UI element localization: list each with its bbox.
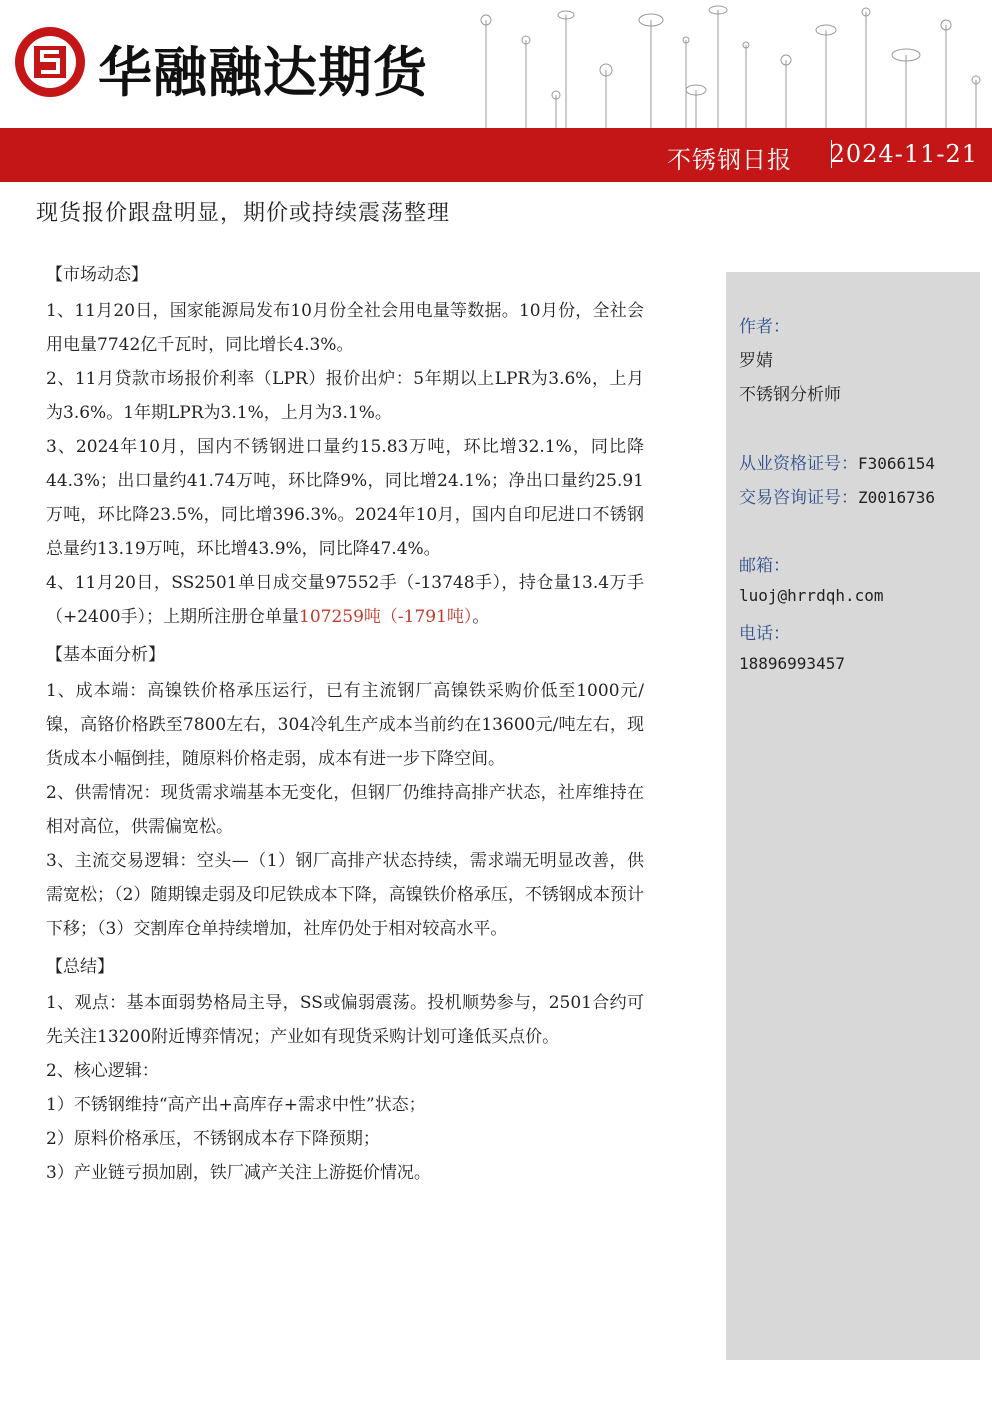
report-banner — [0, 128, 992, 182]
consult-row — [739, 483, 935, 508]
summary-paragraph-1: 1、观点：基本面弱势格局主导，SS或偏弱震荡。投机顺势参与，2501合约可先关注13200附近博弈情况；产业如有现货采购计划可逢低买点价。 — [46, 993, 644, 1047]
qualification-label: 从业资格证号： — [739, 454, 858, 474]
phone-label: 电话： — [739, 624, 790, 644]
qualification-number: F3066154 — [858, 454, 936, 473]
market-paragraph-4 — [46, 566, 644, 634]
email-link[interactable]: luoj@hrrdqh.com — [739, 586, 884, 605]
author-label: 作者： — [739, 317, 790, 337]
report-headline: 现货报价跟盘明显，期价或持续震荡整理 — [36, 201, 451, 226]
section-title-summary: 【总结】 — [46, 957, 114, 977]
company-logo-icon — [12, 24, 88, 100]
page-header — [0, 0, 992, 128]
market-paragraph-1: 1、11月20日，国家能源局发布10月份全社会用电量等数据。10月份，全社会用电量7742亿千瓦时，同比增长4.3%。 — [46, 301, 644, 355]
report-date: 2024-11-21 — [829, 140, 978, 168]
section-title-market: 【市场动态】 — [46, 265, 148, 285]
market-p4-text: 4、11月20日，SS2501单日成交量97552手（-13748手），持仓量13.4万手（+2400手）；上期所注册仓单量 — [46, 573, 644, 627]
report-type: 不锈钢日报 — [667, 146, 792, 174]
summary-paragraph-4: 2）原料价格承压，不锈钢成本存下降预期； — [46, 1129, 380, 1149]
decorative-pattern — [456, 0, 992, 128]
author-title: 不锈钢分析师 — [739, 385, 841, 405]
author-sidebar — [726, 272, 980, 1360]
phone-number: 18896993457 — [739, 654, 845, 673]
consult-label: 交易咨询证号： — [739, 488, 858, 508]
summary-paragraph-5: 3）产业链亏损加剧，铁厂减产关注上游挺价情况。 — [46, 1163, 431, 1183]
warehouse-receipt-value: 107259吨（-1791吨） — [299, 607, 473, 627]
market-p4-end: 。 — [472, 607, 490, 627]
summary-paragraph-2: 2、核心逻辑： — [46, 1061, 159, 1081]
email-label: 邮箱： — [739, 556, 790, 576]
consult-number: Z0016736 — [858, 488, 936, 507]
brand-name: 华融融达期货 — [98, 41, 428, 104]
market-paragraph-2: 2、11月贷款市场报价利率（LPR）报价出炉：5年期以上LPR为3.6%，上月为3.6%。1年期LPR为3.1%，上月为3.1%。 — [46, 369, 644, 423]
fundamental-paragraph-2: 2、供需情况：现货需求端基本无变化，但钢厂仍维持高排产状态，社库维持在相对高位，供需偏宽松。 — [46, 783, 644, 837]
author-name: 罗婧 — [739, 351, 773, 371]
section-title-fundamental: 【基本面分析】 — [46, 645, 165, 665]
report-body — [46, 258, 644, 1190]
fundamental-paragraph-3: 3、主流交易逻辑：空头—（1）钢厂高排产状态持续，需求端无明显改善，供需宽松；（2）随期镍走弱及印尼铁成本下降，高镍铁价格承压，不锈钢成本预计下移；（3）交割库仓单持续增加，社库仍处于相对较高水平。 — [46, 851, 644, 939]
fundamental-paragraph-1: 1、成本端：高镍铁价格承压运行，已有主流钢厂高镍铁采购价低至1000元/镍，高铬价格跌至7800左右，304冷轧生产成本当前约在13600元/吨左右，现货成本小幅倒挂，随原料价格走弱，成本有进一步下降空间。 — [46, 681, 644, 769]
qualification-row — [739, 449, 935, 474]
summary-paragraph-3: 1）不锈钢维持“高产出+高库存+需求中性”状态； — [46, 1095, 426, 1115]
market-paragraph-3: 3、2024年10月，国内不锈钢进口量约15.83万吨，环比增32.1%，同比降44.3%；出口量约41.74万吨，环比降9%，同比增24.1%；净出口量约25.91万吨，环比降23.5%，同比增396.3%。2024年10月，国内自印尼进口不锈钢总量约13.19万吨，环比增43.9%，同比降47.4%。 — [46, 437, 644, 559]
